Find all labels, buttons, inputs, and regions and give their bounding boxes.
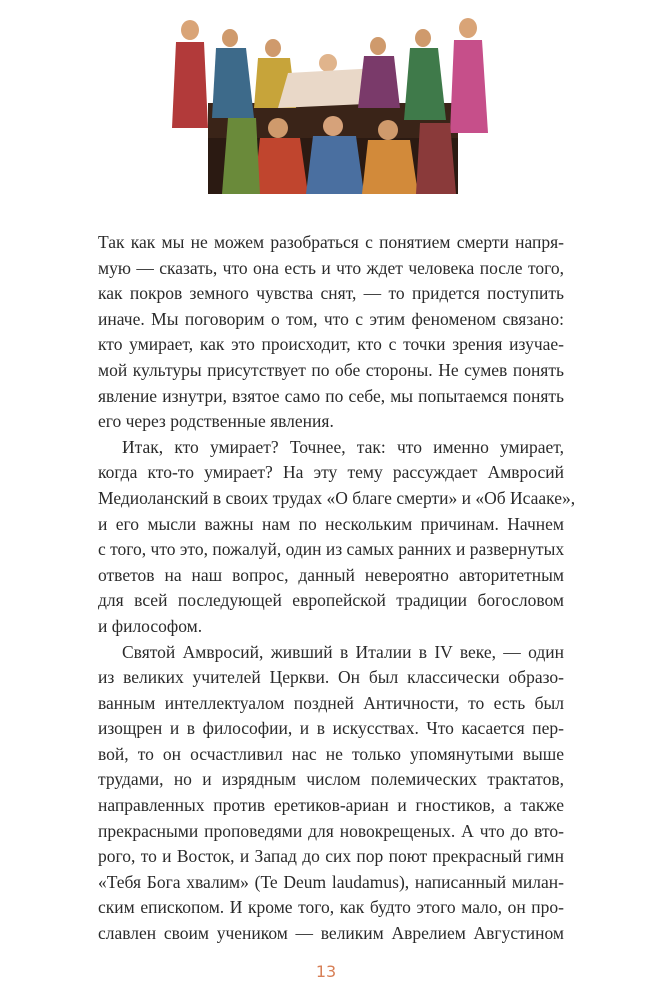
text-line: когда кто-то умирает? На эту тему рассуждает Амвросий xyxy=(98,462,564,483)
page-number: 13 xyxy=(315,962,337,981)
text-line: мой культуры присутствует по обе стороны. Не сумев понять xyxy=(98,359,564,380)
text-line: ским епископом. И кроме того, как будто этого мало, он про- xyxy=(98,897,564,918)
text-line: иначе. Мы поговорим о том, что с этим феноменом связано: xyxy=(98,308,564,329)
text-line: и философом. xyxy=(98,615,203,636)
text-line: кто умирает, как это происходит, кто с точки зрения изучае- xyxy=(98,334,564,355)
text-line: вой, то он осчастливил нас не только упомянутыми выше xyxy=(98,743,564,764)
body-text xyxy=(98,230,576,947)
text-line: и его мысли важны нам по нескольким причинам. Начнем xyxy=(98,513,564,534)
text-line: Медиоланский в своих трудах «О благе смерти» и «Об Исааке», xyxy=(98,487,576,508)
text-line: трудами, но и изрядным числом полемических трактатов, xyxy=(98,769,564,790)
paragraph-2 xyxy=(98,435,576,640)
text-line: направленных против еретиков-ариан и гностиков, а также xyxy=(98,795,564,816)
text-line: ответов на наш вопрос, данный невероятно авторитетным xyxy=(98,564,564,585)
text-line: с того, что это, пожалуй, один из самых ранних и развернутых xyxy=(98,539,565,560)
text-line: Так как мы не можем разобраться с понятием смерти напря- xyxy=(98,232,564,252)
text-line: изощрен и в философии, и в искусствах. Что касается пер- xyxy=(98,718,564,739)
text-line: прекрасными проповедями для новокрещеных. А что до вто- xyxy=(98,820,564,841)
text-line: для всей последующей европейской традиции богословом xyxy=(98,590,564,611)
text-line: «Тебя Бога хвалим» (Te Deum laudamus), написанный милан- xyxy=(98,871,564,892)
paragraph-1 xyxy=(98,230,564,435)
illustration-painting xyxy=(168,8,492,194)
text-line: ванным интеллектуалом поздней Античности, то есть был xyxy=(98,692,564,713)
text-line: как покров земного чувства снят, — то придется поступить xyxy=(98,283,564,304)
text-line: Итак, кто умирает? Точнее, так: что именно умирает, xyxy=(122,436,564,457)
text-line: из великих учителей Церкви. Он был классически образо- xyxy=(98,667,564,688)
text-line: явление изнутри, взятое само по себе, мы попытаемся понять xyxy=(98,385,564,406)
text-line: славлен своим учеником — великим Аврелием Августином xyxy=(98,923,564,944)
paragraph-3 xyxy=(98,640,564,947)
text-line: Святой Амвросий, живший в Италии в IV веке, — один xyxy=(122,641,564,662)
text-line: рого, то и Восток, и Запад до сих пор поют прекрасный гимн xyxy=(98,846,564,867)
text-line: мую — сказать, что она есть и что ждет человека после того, xyxy=(98,257,564,278)
text-line: его через родственные явления. xyxy=(98,411,334,432)
